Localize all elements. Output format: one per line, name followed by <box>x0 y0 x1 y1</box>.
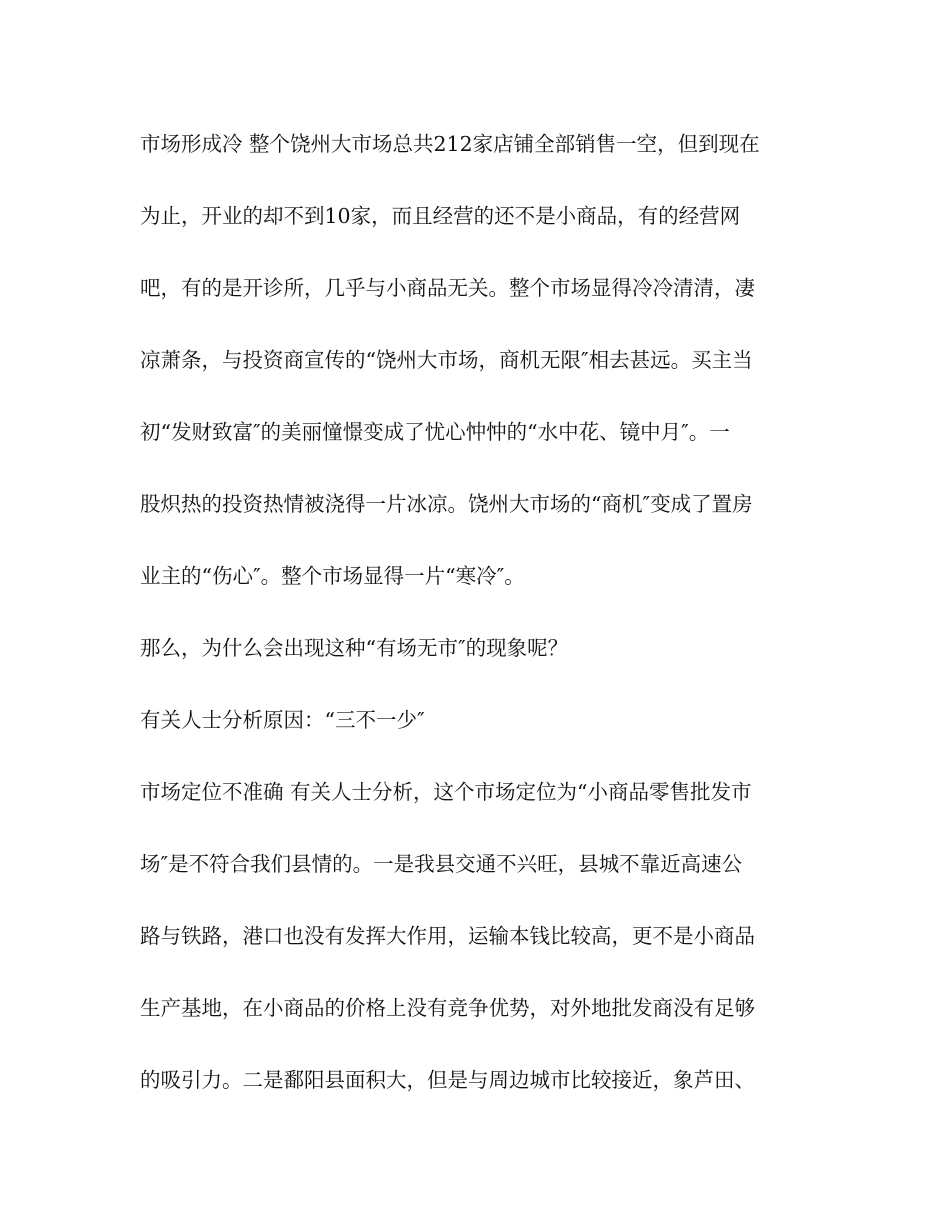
text-line-4: 凉萧条，与投资商宣传的“饶州大市场，商机无限″相去甚远。买主当 <box>140 348 753 372</box>
text-line-5: 初“发财致富″的美丽憧憬变成了忧心忡忡的“水中花、镜中月″。一 <box>140 420 730 444</box>
text-line-13: 生产基地，在小商品的价格上没有竞争优势，对外地批发商没有足够 <box>140 996 755 1020</box>
text-line-6: 股炽热的投资热情被浇得一片冰凉。饶州大市场的“商机″变成了置房 <box>140 492 753 516</box>
text-line-11: 场″是不符合我们县情的。一是我县交通不兴旺，县城不靠近高速公 <box>140 852 743 876</box>
text-line-2: 为止，开业的却不到10家，而且经营的还不是小商品，有的经营网 <box>140 204 741 228</box>
text-line-7: 业主的“伤心″。整个市场显得一片“寒冷″。 <box>140 564 525 588</box>
text-line-12: 路与铁路，港口也没有发挥大作用，运输本钱比较高，更不是小商品 <box>140 924 755 948</box>
text-line-1: 市场形成冷 整个饶州大市场总共212家店铺全部销售一空，但到现在 <box>140 132 760 156</box>
text-line-14: 的吸引力。二是鄱阳县面积大，但是与周边城市比较接近，象芦田、 <box>140 1068 755 1092</box>
text-line-9: 有关人士分析原因：“三不一少″ <box>140 708 425 732</box>
text-line-3: 吧，有的是开诊所，几乎与小商品无关。整个市场显得冷冷清清，凄 <box>140 276 755 300</box>
text-line-10: 市场定位不准确 有关人士分析，这个市场定位为“小商品零售批发市 <box>140 780 752 804</box>
text-line-8: 那么，为什么会出现这种“有场无市″的现象呢？ <box>140 636 569 660</box>
